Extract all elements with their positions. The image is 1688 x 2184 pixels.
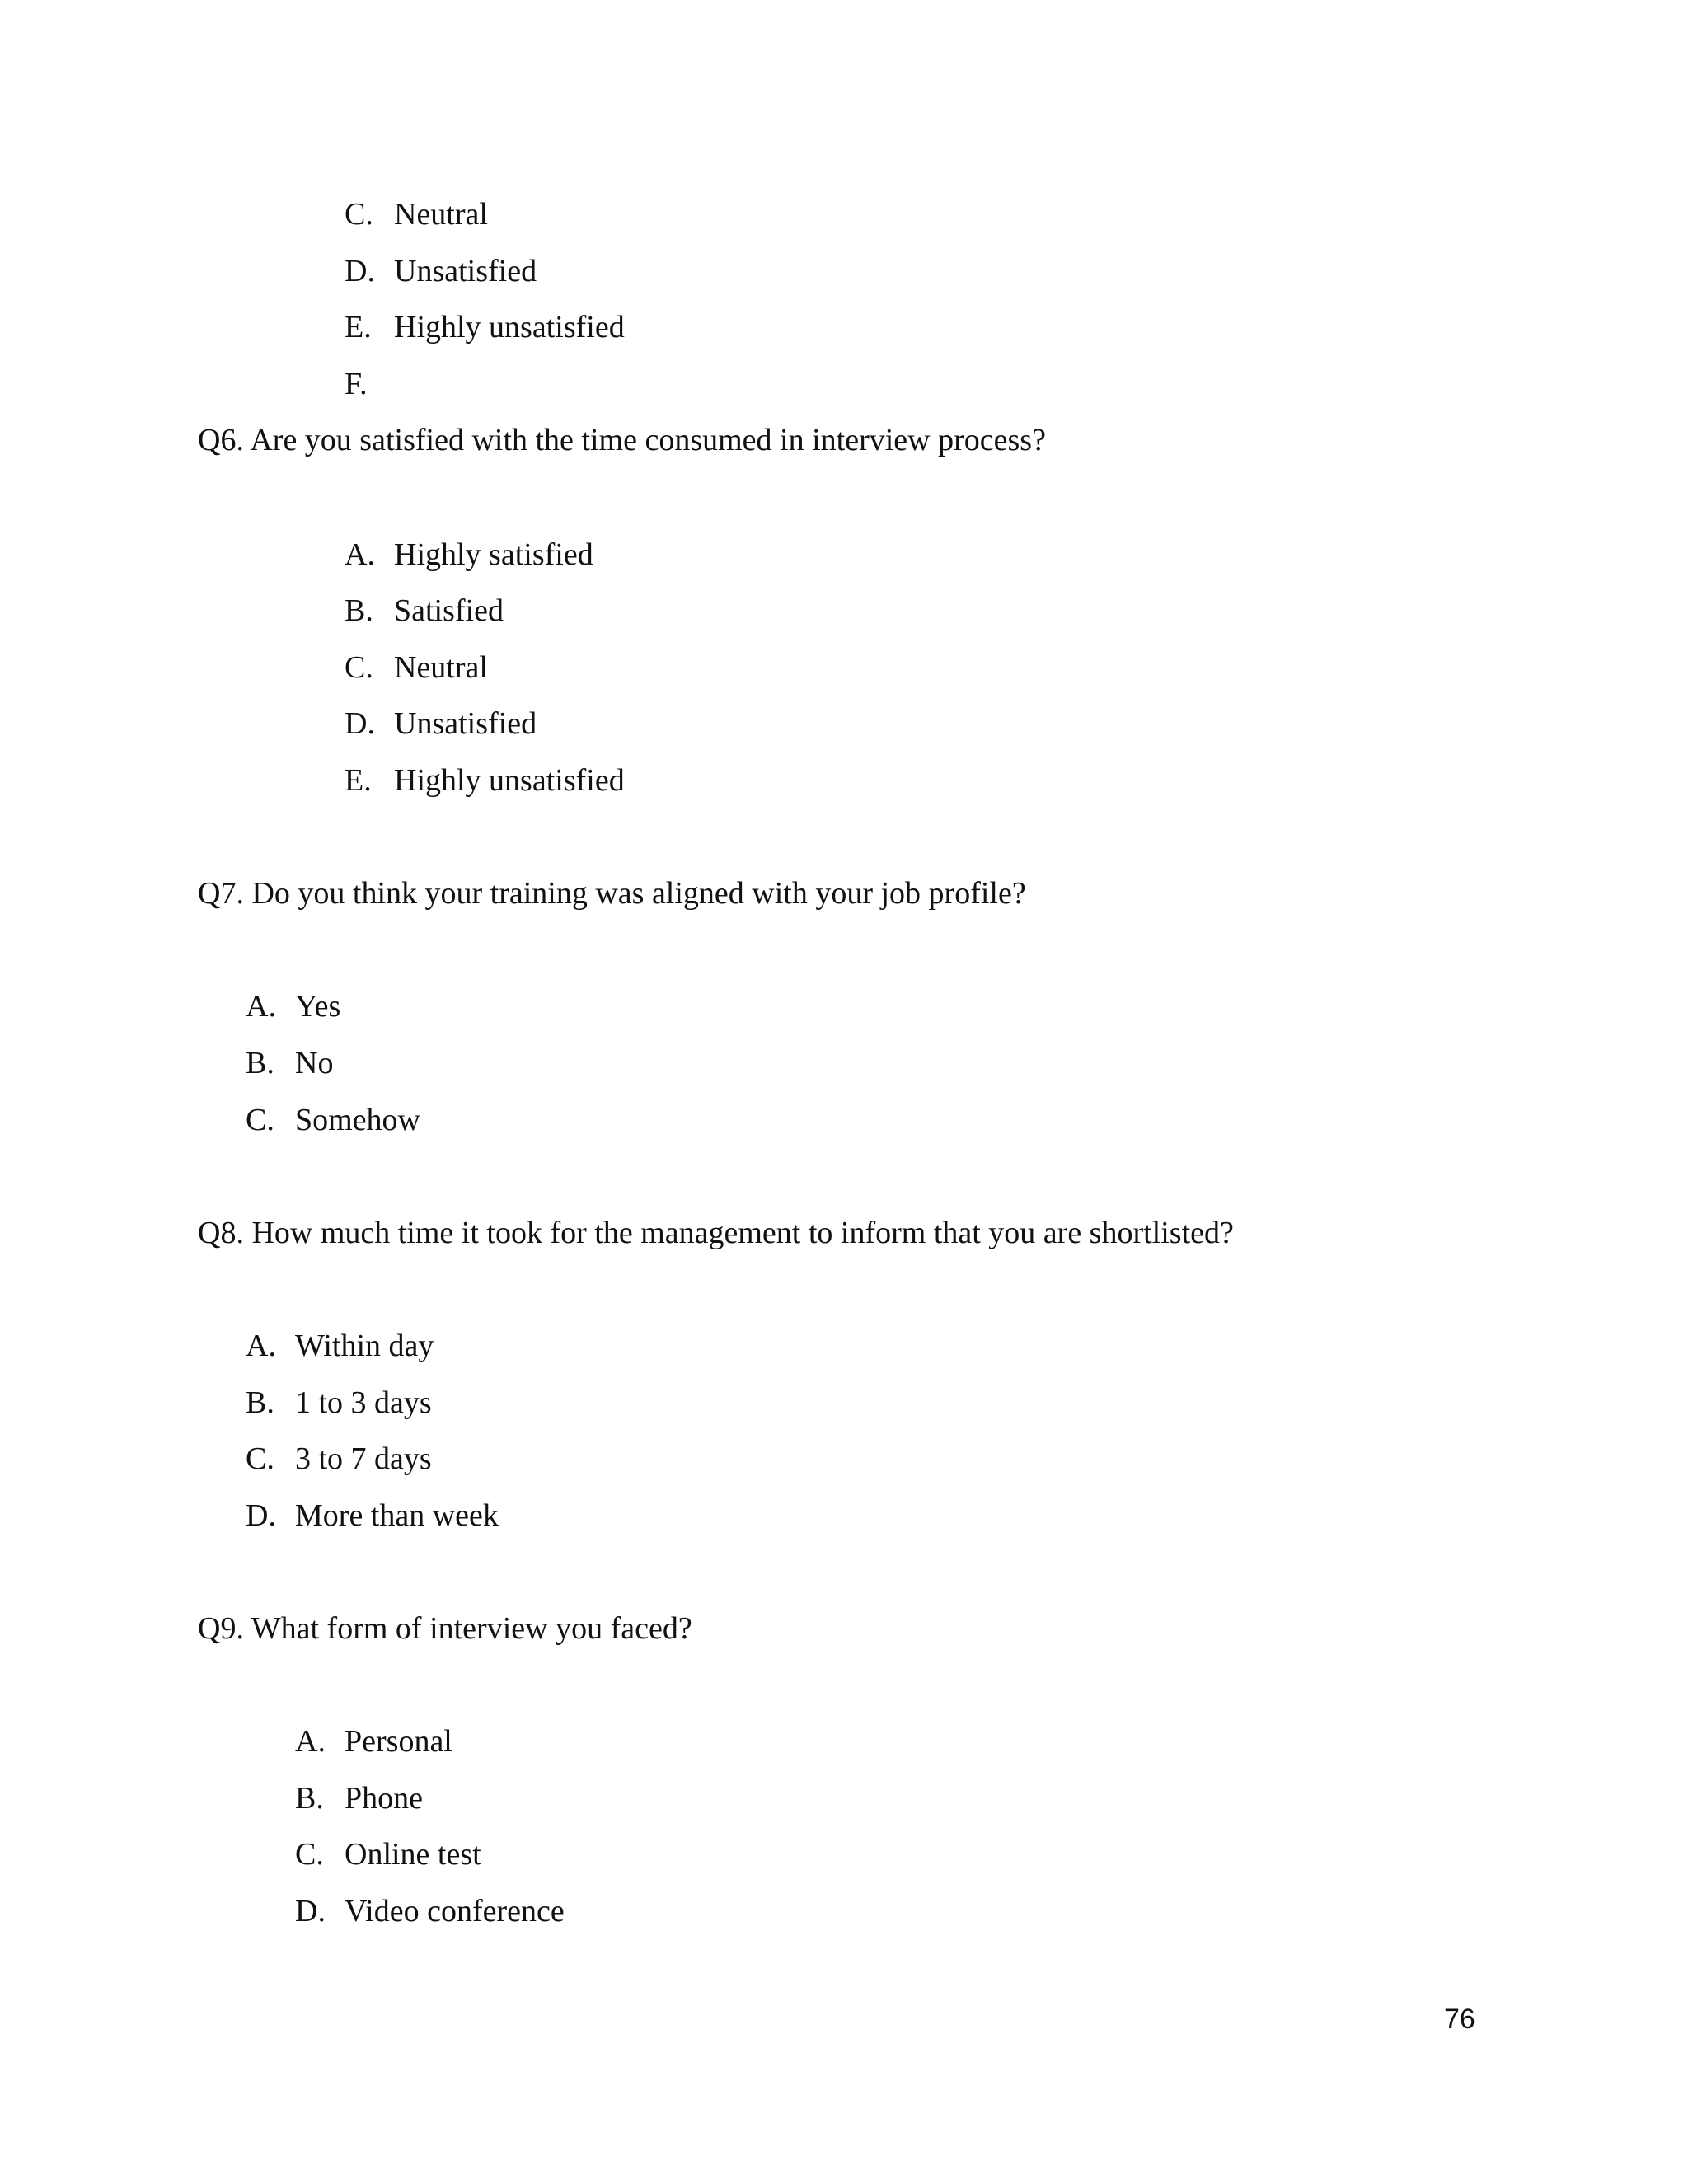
option-letter: D.: [345, 706, 375, 741]
q7-option-b: [246, 1045, 333, 1081]
option-text: Highly unsatisfied: [394, 763, 625, 798]
q8-option-c: [246, 1441, 432, 1477]
option-letter: A.: [345, 537, 375, 572]
option-letter: B.: [295, 1781, 324, 1816]
q5-option-c: [345, 196, 488, 232]
option-text: Within day: [295, 1329, 434, 1363]
option-text: Somehow: [295, 1103, 420, 1137]
option-letter: F.: [345, 367, 368, 401]
q9-option-b: [295, 1780, 423, 1816]
option-letter: C.: [345, 197, 373, 232]
option-letter: B.: [246, 1046, 274, 1080]
q6-option-b: [345, 593, 504, 629]
q9-option-a: [295, 1723, 452, 1760]
q9-option-c: [295, 1836, 481, 1872]
q5-option-e: [345, 309, 625, 345]
option-letter: D.: [295, 1894, 326, 1929]
option-text: More than week: [295, 1498, 499, 1533]
option-letter: E.: [345, 310, 372, 344]
option-text: Highly unsatisfied: [394, 310, 625, 344]
option-letter: C.: [345, 650, 373, 685]
option-text: 3 to 7 days: [295, 1441, 432, 1476]
q8-option-a: [246, 1328, 434, 1364]
option-text: No: [295, 1046, 334, 1080]
option-letter: C.: [295, 1837, 324, 1872]
page-number: 76: [1444, 2004, 1475, 2035]
option-text: Satisfied: [394, 593, 504, 628]
q8-option-d: [246, 1497, 499, 1534]
option-letter: C.: [246, 1441, 274, 1476]
q7-option-c: [246, 1102, 420, 1138]
q7-question: Q7. Do you think your training was aligned with your job profile?: [198, 876, 1026, 911]
option-letter: B.: [345, 593, 373, 628]
option-letter: E.: [345, 763, 372, 798]
option-text: Highly satisfied: [394, 537, 593, 572]
option-letter: B.: [246, 1385, 274, 1420]
option-text: Personal: [345, 1724, 452, 1759]
option-text: Video conference: [345, 1894, 565, 1929]
option-text: Yes: [295, 989, 341, 1024]
q6-option-a: [345, 537, 593, 573]
option-text: Unsatisfied: [394, 706, 537, 741]
q5-option-f: [345, 366, 394, 402]
q5-option-d: [345, 253, 537, 289]
option-text: Unsatisfied: [394, 254, 537, 288]
q9-option-d: [295, 1893, 565, 1929]
option-text: Phone: [345, 1781, 423, 1816]
q6-question: Q6. Are you satisfied with the time consumed in interview process?: [198, 423, 1046, 457]
option-text: Neutral: [394, 197, 488, 232]
q8-question: Q8. How much time it took for the management to inform that you are shortlisted?: [198, 1216, 1234, 1250]
option-text: Neutral: [394, 650, 488, 685]
q9-question: Q9. What form of interview you faced?: [198, 1611, 692, 1646]
q6-option-c: [345, 649, 488, 686]
option-text: 1 to 3 days: [295, 1385, 432, 1420]
q7-option-a: [246, 988, 340, 1024]
option-letter: A.: [246, 1329, 276, 1363]
option-text: Online test: [345, 1837, 481, 1872]
q6-option-d: [345, 705, 537, 742]
option-letter: D.: [246, 1498, 276, 1533]
q8-option-b: [246, 1385, 432, 1421]
option-letter: C.: [246, 1103, 274, 1137]
option-letter: A.: [295, 1724, 326, 1759]
option-letter: A.: [246, 989, 276, 1024]
option-letter: D.: [345, 254, 375, 288]
q6-option-e: [345, 762, 625, 799]
